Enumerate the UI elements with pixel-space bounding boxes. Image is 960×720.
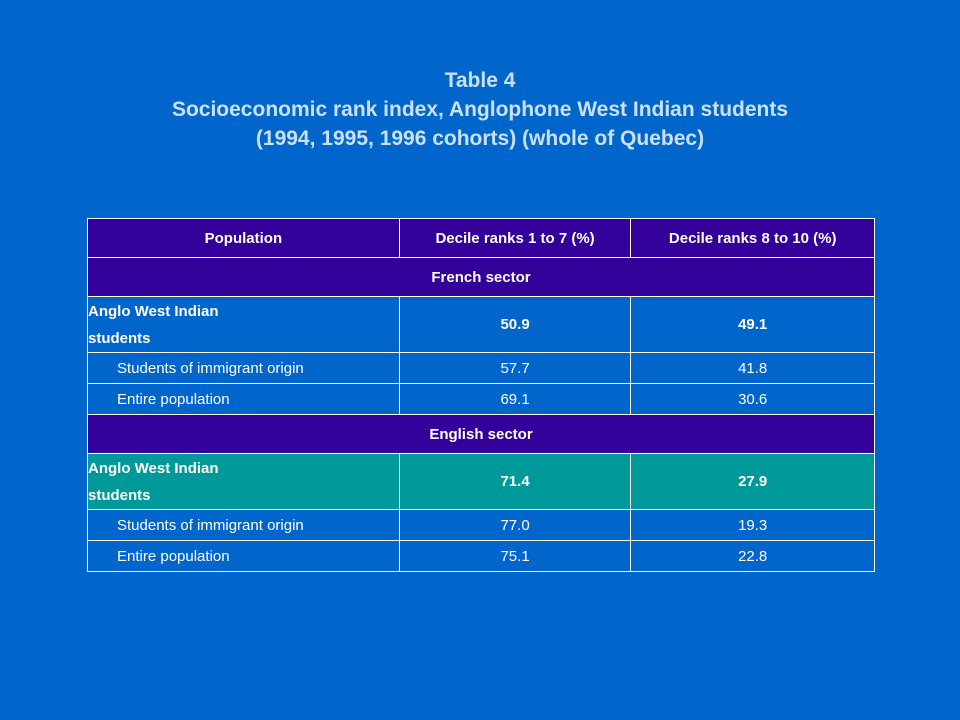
section-row-english <box>88 415 875 454</box>
table-row <box>88 454 875 510</box>
cell-decile-1-7: 57.7 <box>399 353 631 384</box>
table-title <box>0 66 960 153</box>
cell-decile-1-7: 75.1 <box>399 541 631 572</box>
cell-decile-1-7: 77.0 <box>399 510 631 541</box>
section-label: French sector <box>88 258 875 297</box>
row-label-line1: Anglo West Indian <box>88 302 219 320</box>
header-row <box>88 219 875 258</box>
row-label-line2: students <box>88 329 151 347</box>
cell-decile-1-7: 50.9 <box>399 297 631 353</box>
row-label: Students of immigrant origin <box>88 510 400 541</box>
table-row <box>88 353 875 384</box>
title-line-3: (1994, 1995, 1996 cohorts) (whole of Quebec) <box>255 127 705 150</box>
table-row <box>88 297 875 353</box>
cell-decile-1-7: 69.1 <box>399 384 631 415</box>
row-label-line1: Anglo West Indian <box>88 459 219 477</box>
table-row <box>88 510 875 541</box>
section-label: English sector <box>88 415 875 454</box>
title-line-2: Socioeconomic rank index, Anglophone West Indian students <box>171 98 789 121</box>
row-label: Students of immigrant origin <box>88 353 400 384</box>
table-row <box>88 384 875 415</box>
cell-decile-8-10: 41.8 <box>631 353 875 384</box>
row-label: Entire population <box>88 541 400 572</box>
cell-decile-8-10: 22.8 <box>631 541 875 572</box>
row-label <box>88 454 400 510</box>
header-decile-8-10: Decile ranks 8 to 10 (%) <box>631 219 875 258</box>
section-row-french <box>88 258 875 297</box>
row-label <box>88 297 400 353</box>
table-row <box>88 541 875 572</box>
cell-decile-8-10: 27.9 <box>631 454 875 510</box>
cell-decile-1-7: 71.4 <box>399 454 631 510</box>
cell-decile-8-10: 19.3 <box>631 510 875 541</box>
header-decile-1-7: Decile ranks 1 to 7 (%) <box>399 219 631 258</box>
row-label-line2: students <box>88 486 151 504</box>
row-label: Entire population <box>88 384 400 415</box>
cell-decile-8-10: 30.6 <box>631 384 875 415</box>
cell-decile-8-10: 49.1 <box>631 297 875 353</box>
title-line-1: Table 4 <box>444 69 516 92</box>
header-population: Population <box>88 219 400 258</box>
data-table <box>87 218 875 572</box>
